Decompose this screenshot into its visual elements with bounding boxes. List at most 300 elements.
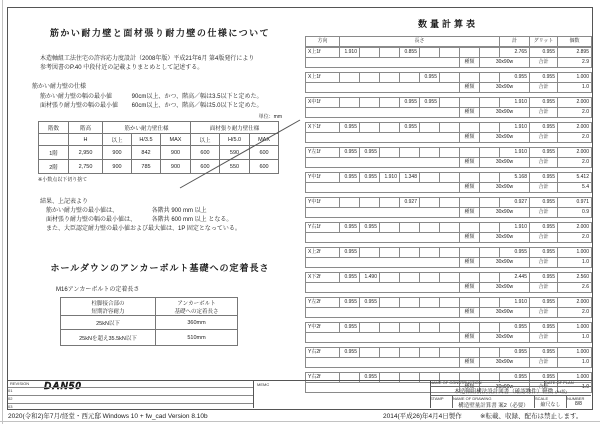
revision-number: 01 <box>8 388 13 393</box>
qt-grid: 0.955 <box>530 373 558 383</box>
qt-dir: X上1f <box>306 48 340 58</box>
wt-cell: 2,750 <box>69 160 103 174</box>
holddown-table <box>60 297 238 346</box>
qt-sum-label: 合計 <box>530 308 558 318</box>
qt-length: 0.955 <box>340 223 360 233</box>
qt-length <box>400 148 420 158</box>
qt-length <box>480 98 500 108</box>
qt-total: 1.910 <box>500 123 530 133</box>
right-panel-title: 数量計算表 <box>417 19 478 29</box>
qt-length: 0.955 <box>360 173 380 183</box>
qt-length <box>460 48 480 58</box>
scale-label: SCALE <box>535 396 549 401</box>
qt-sum-label: 合計 <box>530 358 558 368</box>
qt-empty <box>306 258 460 268</box>
qt-type-value: 30x90w <box>480 133 530 143</box>
title-block <box>430 380 591 408</box>
wt-cell: 600 <box>250 160 279 174</box>
qt-length <box>460 323 480 333</box>
quantity-row-pair <box>305 172 592 193</box>
qt-dir: X上2f <box>306 248 340 258</box>
qt-total: 2.765 <box>500 48 530 58</box>
qt-length <box>480 273 500 283</box>
qt-length: 0.855 <box>400 48 420 58</box>
qt-count: 1.000 <box>558 323 592 333</box>
qt-count: 1.000 <box>558 348 592 358</box>
qt-length <box>460 273 480 283</box>
qt-type-label: 種類 <box>460 58 480 68</box>
qt-empty <box>306 158 460 168</box>
qt-length <box>480 73 500 83</box>
quantity-row-pair <box>305 197 592 218</box>
qt-count: 1.000 <box>558 248 592 258</box>
qt-type-value: 30x90w <box>480 333 530 343</box>
spec-row <box>40 93 262 102</box>
qt-length <box>340 73 360 83</box>
qt-type-label: 種類 <box>460 383 480 393</box>
quantity-table-header <box>305 36 592 47</box>
qt-length: 0.955 <box>340 148 360 158</box>
construction-name-suffix: (A4版) <box>555 388 567 394</box>
qt-length <box>440 348 460 358</box>
qt-total: 0.927 <box>500 198 530 208</box>
qt-type-label: 種類 <box>460 133 480 143</box>
qt-length <box>380 73 400 83</box>
qt-length <box>420 148 440 158</box>
qt-grid: 0.955 <box>530 323 558 333</box>
qt-count: 1.000 <box>558 73 592 83</box>
qt-dir: Y左2f <box>306 298 340 308</box>
qt-length <box>440 148 460 158</box>
quantity-row-pair <box>305 272 592 293</box>
qt-length: 0.955 <box>400 98 420 108</box>
qt-total: 0.955 <box>500 323 530 333</box>
quantity-row-pair <box>305 122 592 143</box>
qt-type-value: 30x90w <box>480 158 530 168</box>
qt-length: 0.955 <box>340 348 360 358</box>
qt-length <box>460 73 480 83</box>
qt-sum-label: 合計 <box>530 83 558 93</box>
footer-right-text: ※転載、収録、配布は禁止します。 <box>480 413 583 420</box>
result-line <box>40 198 241 207</box>
name-of-construction-label: NAME OF CONSTRUCTION <box>430 380 545 386</box>
qt-length <box>400 73 420 83</box>
revision-row <box>8 395 253 403</box>
qt-total: 0.955 <box>500 373 530 383</box>
qt-length <box>360 73 380 83</box>
qt-type-value: 30x90w <box>480 233 530 243</box>
qt-length <box>420 223 440 233</box>
result-text: また、大臣認定耐力壁の最小値および最大値は、1P 固定となっている。 <box>46 226 241 232</box>
qt-length <box>480 323 500 333</box>
qt-type-label: 種類 <box>460 83 480 93</box>
ht-cell: 25kNを超え35.5kN以下 <box>61 330 156 346</box>
qt-length <box>460 223 480 233</box>
wt-col-brace: 筋かい耐力壁仕様 <box>103 122 191 134</box>
wt-cell: 900 <box>103 146 132 160</box>
qt-length <box>380 323 400 333</box>
qt-sum-label: 合計 <box>530 108 558 118</box>
qt-length <box>400 348 420 358</box>
qt-length <box>480 173 500 183</box>
result-line <box>40 216 241 225</box>
spec-value: 90cm以上、かつ、階高／幅は3.5以下と定めた。 <box>131 94 263 100</box>
qt-sum-value: 1.0 <box>558 83 592 93</box>
qt-total: 0.955 <box>500 248 530 258</box>
qt-length: 0.955 <box>360 148 380 158</box>
qt-count: 1.000 <box>558 373 592 383</box>
qt-sum-value: 2.0 <box>558 308 592 318</box>
qt-sum-value: 2.0 <box>558 133 592 143</box>
qt-length <box>420 173 440 183</box>
name-of-drawing-label: NAME OF DRAWING <box>453 396 492 401</box>
ht-cell: 510mm <box>156 330 238 346</box>
qt-length <box>480 348 500 358</box>
qt-length <box>440 323 460 333</box>
spec-row <box>40 102 262 111</box>
qt-sum-value: 1.0 <box>558 333 592 343</box>
qt-sum-label: 合計 <box>530 133 558 143</box>
qt-length <box>380 48 400 58</box>
qt-length <box>440 298 460 308</box>
qt-length: 0.955 <box>340 248 360 258</box>
qt-count: 2.895 <box>558 48 592 58</box>
footer-divider-1 <box>253 380 254 408</box>
qt-length <box>380 223 400 233</box>
unit-note: 単位：mm <box>258 114 282 120</box>
qt-empty <box>306 233 460 243</box>
qt-sum-label: 合計 <box>530 283 558 293</box>
qt-length <box>380 123 400 133</box>
page-edge-bottom <box>0 421 600 422</box>
qt-length: 1.348 <box>400 173 420 183</box>
qt-grid: 0.955 <box>530 123 558 133</box>
qt-empty <box>306 183 460 193</box>
qt-length: 0.955 <box>360 373 380 383</box>
qt-grid: 0.955 <box>530 173 558 183</box>
qt-length <box>340 98 360 108</box>
qt-length: 0.955 <box>340 173 360 183</box>
qt-header-grid: グリット <box>530 37 558 47</box>
qt-length <box>460 173 480 183</box>
qt-length <box>360 323 380 333</box>
qt-type-label: 種類 <box>460 308 480 318</box>
wt-sub: H/5.0 <box>220 134 250 146</box>
qt-type-label: 種類 <box>460 183 480 193</box>
qt-length <box>440 223 460 233</box>
qt-type-value: 30x90w <box>480 83 530 93</box>
qt-length: 1.910 <box>380 173 400 183</box>
qt-grid: 0.955 <box>530 48 558 58</box>
qt-length <box>480 148 500 158</box>
qt-count: 2.000 <box>558 298 592 308</box>
ht-header-length <box>156 298 238 316</box>
qt-length <box>360 248 380 258</box>
qt-length <box>460 298 480 308</box>
wt-sub-empty <box>39 134 69 146</box>
wt-cell: 785 <box>132 160 161 174</box>
holddown-subtitle: M16アンカーボルトの定着長さ <box>56 287 140 293</box>
company-logo: DAN50 <box>44 381 82 392</box>
qt-type-label: 種類 <box>460 233 480 243</box>
qt-type-value: 30x90w <box>480 258 530 268</box>
qt-grid: 0.955 <box>530 73 558 83</box>
qt-type-value: 30x90w <box>480 208 530 218</box>
qt-empty <box>306 208 460 218</box>
drawing-name: 構造壁量計算書 案2（必要） <box>458 403 529 408</box>
qt-length <box>380 148 400 158</box>
qt-length <box>400 298 420 308</box>
revision-number: 02 <box>8 396 13 401</box>
strike-diagonal-line <box>170 112 305 192</box>
qt-total: 5.168 <box>500 173 530 183</box>
qt-type-label: 種類 <box>460 333 480 343</box>
qt-length <box>360 48 380 58</box>
qt-grid: 0.955 <box>530 98 558 108</box>
qt-length <box>440 98 460 108</box>
quantity-row-pair <box>305 297 592 318</box>
qt-grid: 0.955 <box>530 273 558 283</box>
qt-total: 0.955 <box>500 73 530 83</box>
qt-dir: Y右2f <box>306 373 340 383</box>
qt-total: 0.955 <box>500 348 530 358</box>
qt-type-label: 種類 <box>460 258 480 268</box>
revision-row <box>8 403 253 411</box>
qt-header-total: 計 <box>500 37 530 47</box>
qt-sum-value: 0.9 <box>558 208 592 218</box>
qt-length <box>440 48 460 58</box>
wt-col-height: 階高 <box>69 122 103 134</box>
qt-length <box>460 198 480 208</box>
qt-length <box>380 273 400 283</box>
qt-empty <box>306 108 460 118</box>
qt-count: 2.560 <box>558 273 592 283</box>
left-panel-title: 筋かい耐力壁と面材張り耐力壁の仕様について <box>49 28 271 38</box>
qt-dir: X上1f <box>306 73 340 83</box>
qt-length <box>340 198 360 208</box>
qt-type-value: 30x90w <box>480 283 530 293</box>
qt-sum-label: 合計 <box>530 58 558 68</box>
qt-grid: 0.955 <box>530 248 558 258</box>
qt-length <box>420 323 440 333</box>
qt-total: 1.910 <box>500 148 530 158</box>
qt-length <box>420 298 440 308</box>
qt-length <box>420 248 440 258</box>
wt-cell: 842 <box>132 146 161 160</box>
qt-dir: Y左1f <box>306 148 340 158</box>
footer-left-text: 2020(令和2)年7月/経堂・西元邸 Windows 10 + fw_cad Version 8.10b <box>8 413 208 420</box>
qt-count: 0.971 <box>558 198 592 208</box>
quantity-row-pair <box>305 147 592 168</box>
qt-length <box>400 223 420 233</box>
ht-header-line: 短期許容耐力 <box>91 308 125 315</box>
wt-cell: 600 <box>191 160 220 174</box>
qt-length <box>480 123 500 133</box>
qt-length <box>480 223 500 233</box>
qt-type-value: 30x90w <box>480 383 530 393</box>
qt-length: 0.955 <box>340 323 360 333</box>
qt-type-label: 種類 <box>460 208 480 218</box>
wt-cell: 2,950 <box>69 146 103 160</box>
wt-cell: 590 <box>220 146 250 160</box>
wt-col-floor: 階数 <box>39 122 69 134</box>
qt-length <box>400 248 420 258</box>
qt-empty <box>306 308 460 318</box>
qt-length <box>460 98 480 108</box>
qt-dir: X中1f <box>306 98 340 108</box>
qt-length: 0.955 <box>340 298 360 308</box>
qt-length <box>440 273 460 283</box>
result-label: 筋かい耐力壁の最小値は、 <box>46 208 119 214</box>
qt-length <box>380 348 400 358</box>
qt-length <box>480 248 500 258</box>
wt-col-panel: 面材張り耐力壁仕様 <box>191 122 279 134</box>
qt-length <box>360 348 380 358</box>
ht-header-line: 柱脚接合部の <box>91 300 125 307</box>
wt-cell: 2階 <box>39 160 69 174</box>
qt-length <box>360 198 380 208</box>
qt-dir: X下1f <box>306 123 340 133</box>
qt-grid: 0.955 <box>530 298 558 308</box>
qt-length <box>420 273 440 283</box>
result-text: 結果、上記表より <box>40 199 89 205</box>
qt-type-label: 種類 <box>460 283 480 293</box>
qt-dir: X下2f <box>306 273 340 283</box>
qt-length: 0.955 <box>340 273 360 283</box>
wt-cell: 600 <box>250 146 279 160</box>
qt-length <box>440 198 460 208</box>
stamp-label: STAMP <box>430 396 444 401</box>
qt-sum-label: 合計 <box>530 333 558 343</box>
revision-number: 03 <box>8 404 13 409</box>
ht-header-line: 基礎への定着長さ <box>174 308 219 315</box>
qt-length <box>440 73 460 83</box>
qt-type-label: 種類 <box>460 108 480 118</box>
spec-value: 60cm以上、かつ、階高／幅は5.0以下と定めた。 <box>131 103 263 109</box>
qt-sum-label: 合計 <box>530 233 558 243</box>
qt-empty <box>306 358 460 368</box>
result-line <box>40 207 241 216</box>
qt-length <box>480 298 500 308</box>
qt-type-label: 種類 <box>460 358 480 368</box>
qt-empty <box>306 283 460 293</box>
qt-length: 1.910 <box>340 48 360 58</box>
qt-length <box>460 248 480 258</box>
result-line <box>40 225 241 234</box>
wt-sub: MAX <box>250 134 279 146</box>
qt-type-value: 30x90w <box>480 58 530 68</box>
date-of-plan-label: DATE OF PLAN <box>545 380 574 385</box>
qt-length: 0.955 <box>400 123 420 133</box>
qt-length <box>460 348 480 358</box>
intro-line-1: 木造軸組工法住宅の許容応力度設計（2008年版）平成21年6月 第4版発行により <box>40 56 255 62</box>
qt-sum-label: 合計 <box>530 383 558 393</box>
qt-length <box>400 323 420 333</box>
qt-length: 0.955 <box>360 298 380 308</box>
qt-dir: Y中1f <box>306 198 340 208</box>
ht-header-line: アンカーボルト <box>177 300 216 307</box>
number-value: 8/8 <box>575 401 582 407</box>
quantity-row-pair <box>305 97 592 118</box>
qt-length <box>460 123 480 133</box>
construction-name: 木造軸組構法設計図書（確認物件）軽微 <box>454 389 554 395</box>
qt-sum-value: 1.0 <box>558 258 592 268</box>
spec-label: 筋かい耐力壁の幅の最小値 <box>40 94 113 100</box>
wt-cell: 600 <box>191 146 220 160</box>
qt-sum-value: 2.0 <box>558 233 592 243</box>
result-value: 各階共 600 mm 以上 となる。 <box>151 217 233 223</box>
qt-sum-value: 1.0 <box>558 383 592 393</box>
qt-type-value: 30x90w <box>480 358 530 368</box>
quantity-row-pair <box>305 322 592 343</box>
qt-type-value: 30x90w <box>480 108 530 118</box>
footer-center-text: 2014(平成26)年4月4日製作 <box>383 413 462 420</box>
qt-length <box>460 148 480 158</box>
qt-empty <box>306 333 460 343</box>
qt-length: 0.955 <box>340 123 360 133</box>
qt-grid: 0.955 <box>530 348 558 358</box>
result-value: 各階共 900 mm 以上 <box>151 208 207 214</box>
qt-count: 5.412 <box>558 173 592 183</box>
qt-length <box>480 198 500 208</box>
qt-total: 1.910 <box>500 223 530 233</box>
quantity-row-pair <box>305 47 592 68</box>
qt-length <box>480 48 500 58</box>
qt-sum-label: 合計 <box>530 183 558 193</box>
qt-empty <box>306 58 460 68</box>
wt-sub: 以上 <box>103 134 132 146</box>
qt-header-count: 個数 <box>558 37 592 47</box>
qt-length: 1.490 <box>360 273 380 283</box>
scale-cell <box>535 396 567 408</box>
wall-table-note: ※小数点以下切り捨て <box>38 177 88 183</box>
qt-type-value: 30x90w <box>480 308 530 318</box>
qt-sum-value: 2.9 <box>558 58 592 68</box>
stamp-cell <box>430 396 453 408</box>
qt-header-length: 長さ <box>340 37 500 47</box>
qt-grid: 0.955 <box>530 148 558 158</box>
wt-sub: 以上 <box>191 134 220 146</box>
qt-length <box>360 123 380 133</box>
qt-length <box>400 373 420 383</box>
qt-count: 2.000 <box>558 223 592 233</box>
page-edge-left <box>2 0 3 424</box>
wt-cell: 900 <box>161 146 191 160</box>
qt-length <box>440 173 460 183</box>
revision-row <box>8 387 253 395</box>
qt-sum-label: 合計 <box>530 158 558 168</box>
ht-cell: 360mm <box>156 316 238 330</box>
result-label: 面材張り耐力壁の幅の最小値は、 <box>46 217 137 223</box>
ht-cell: 25kN以下 <box>61 316 156 330</box>
qt-length <box>440 123 460 133</box>
qt-type-label: 種類 <box>460 158 480 168</box>
qt-length <box>380 298 400 308</box>
number-cell <box>567 396 590 408</box>
wt-sub-h: H <box>69 134 103 146</box>
qt-length: 0.927 <box>400 198 420 208</box>
qt-sum-label: 合計 <box>530 258 558 268</box>
wt-cell: 900 <box>103 160 132 174</box>
qt-dir: Y中1f <box>306 173 340 183</box>
qt-sum-value: 1.0 <box>558 358 592 368</box>
qt-count: 2.000 <box>558 123 592 133</box>
qt-grid: 0.955 <box>530 198 558 208</box>
quantity-table-body <box>305 36 591 393</box>
qt-sum-value: 2.0 <box>558 158 592 168</box>
wt-sub: MAX <box>161 134 191 146</box>
qt-length <box>420 198 440 208</box>
